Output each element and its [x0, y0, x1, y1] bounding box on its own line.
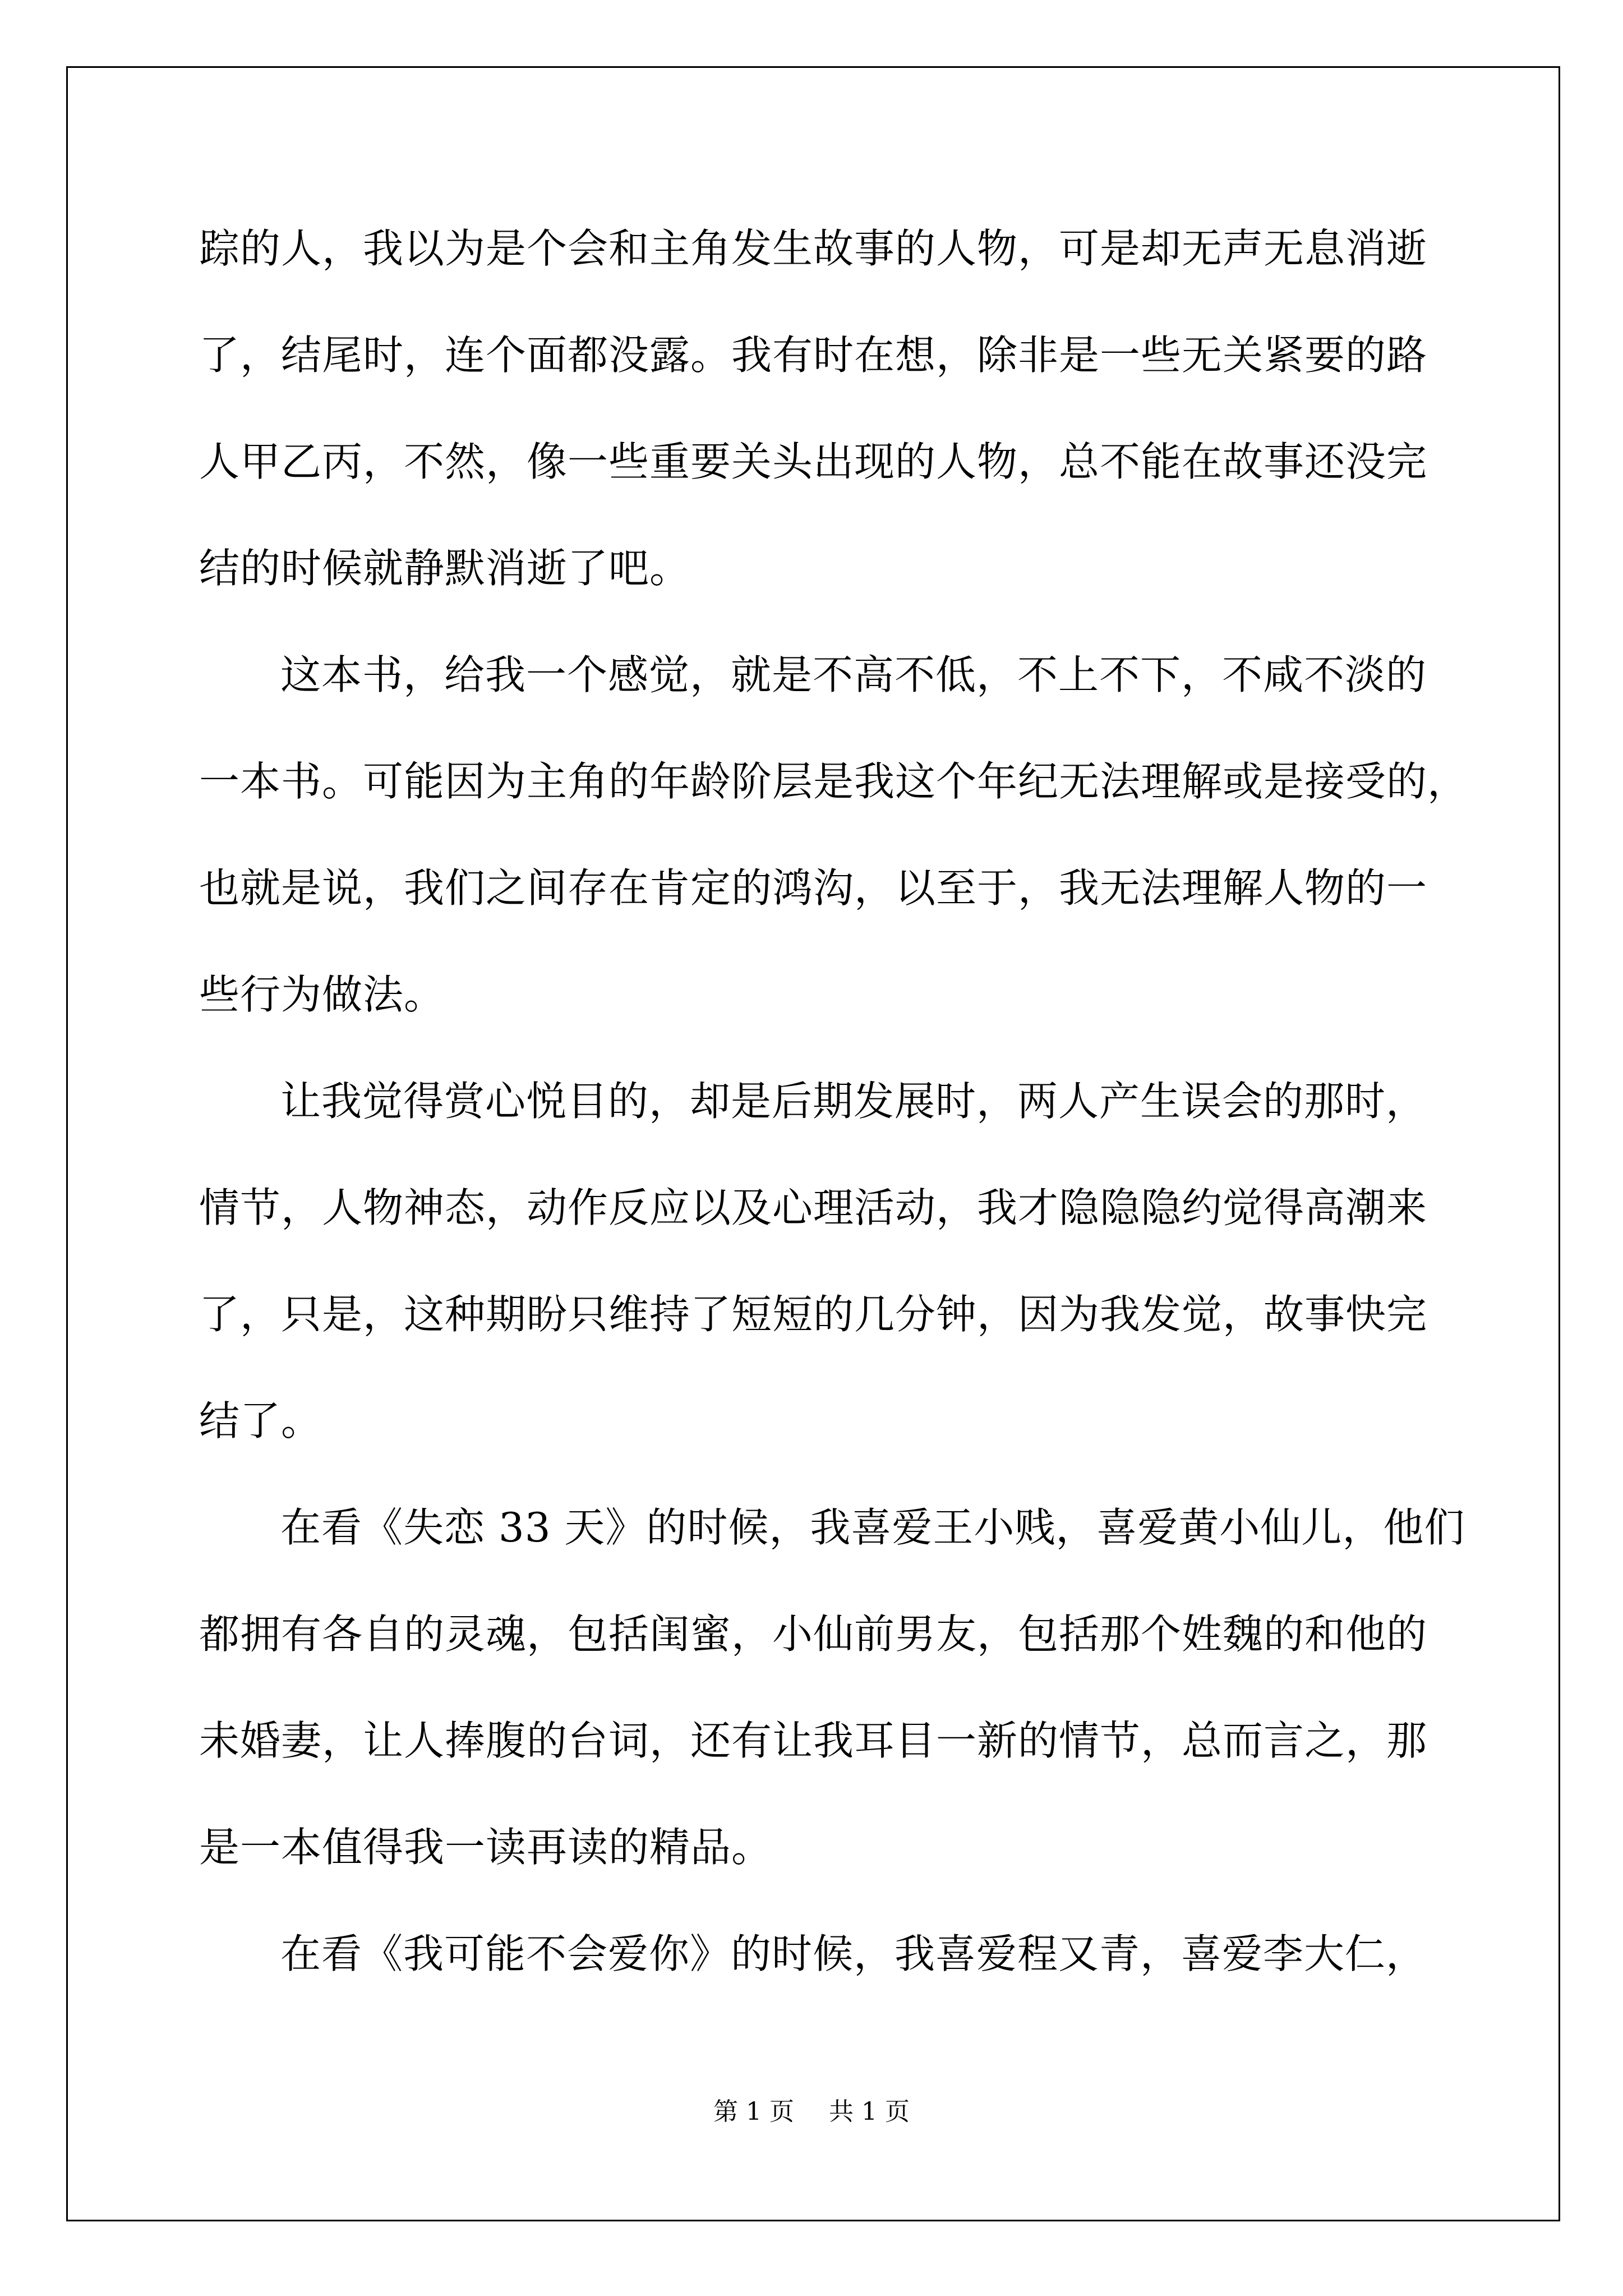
page-footer	[0, 2095, 1623, 2129]
text-line: 结了。	[199, 1397, 322, 1444]
text-line: 了，结尾时，连个面都没露。我有时在想，除非是一些无关紧要的路	[199, 332, 1428, 379]
text-line: 人甲乙丙，不然，像一些重要关头出现的人物，总不能在故事还没完	[199, 438, 1428, 485]
text-line: 是一本值得我一读再读的精品。	[199, 1824, 773, 1871]
paragraph-start-line: 在看《失恋 33 天》的时候，我喜爱王小贱，喜爱黄小仙儿，他们	[280, 1504, 1465, 1551]
text-line: 也就是说，我们之间存在肯定的鸿沟，以至于，我无法理解人物的一	[199, 864, 1428, 912]
text-line: 结的时候就静默消逝了吧。	[199, 545, 691, 592]
paragraph-start-line: 让我觉得赏心悦目的，却是后期发展时，两人产生误会的那时，	[280, 1078, 1427, 1125]
text-line: 踪的人，我以为是个会和主角发生故事的人物，可是却无声无息消逝	[199, 225, 1428, 272]
text-line: 情节，人物神态，动作反应以及心理活动，我才隐隐隐约觉得高潮来	[199, 1184, 1428, 1231]
total-pages: 共 1 页	[829, 2097, 910, 2126]
paragraph-start-line: 这本书，给我一个感觉，就是不高不低，不上不下，不咸不淡的	[280, 651, 1427, 698]
text-line: 都拥有各自的灵魂，包括闺蜜，小仙前男友，包括那个姓魏的和他的	[199, 1611, 1428, 1658]
text-line: 未婚妻，让人捧腹的台词，还有让我耳目一新的情节，总而言之，那	[199, 1717, 1428, 1764]
paragraph-start-line: 在看《我可能不会爱你》的时候，我喜爱程又青，喜爱李大仁，	[280, 1930, 1427, 1977]
page-border	[66, 66, 1560, 2221]
text-line: 些行为做法。	[199, 971, 445, 1018]
text-line: 一本书。可能因为主角的年龄阶层是我这个年纪无法理解或是接受的，	[199, 758, 1469, 805]
text-line: 了，只是，这种期盼只维持了短短的几分钟，因为我发觉，故事快完	[199, 1291, 1428, 1338]
page-number: 第 1 页	[713, 2097, 794, 2126]
